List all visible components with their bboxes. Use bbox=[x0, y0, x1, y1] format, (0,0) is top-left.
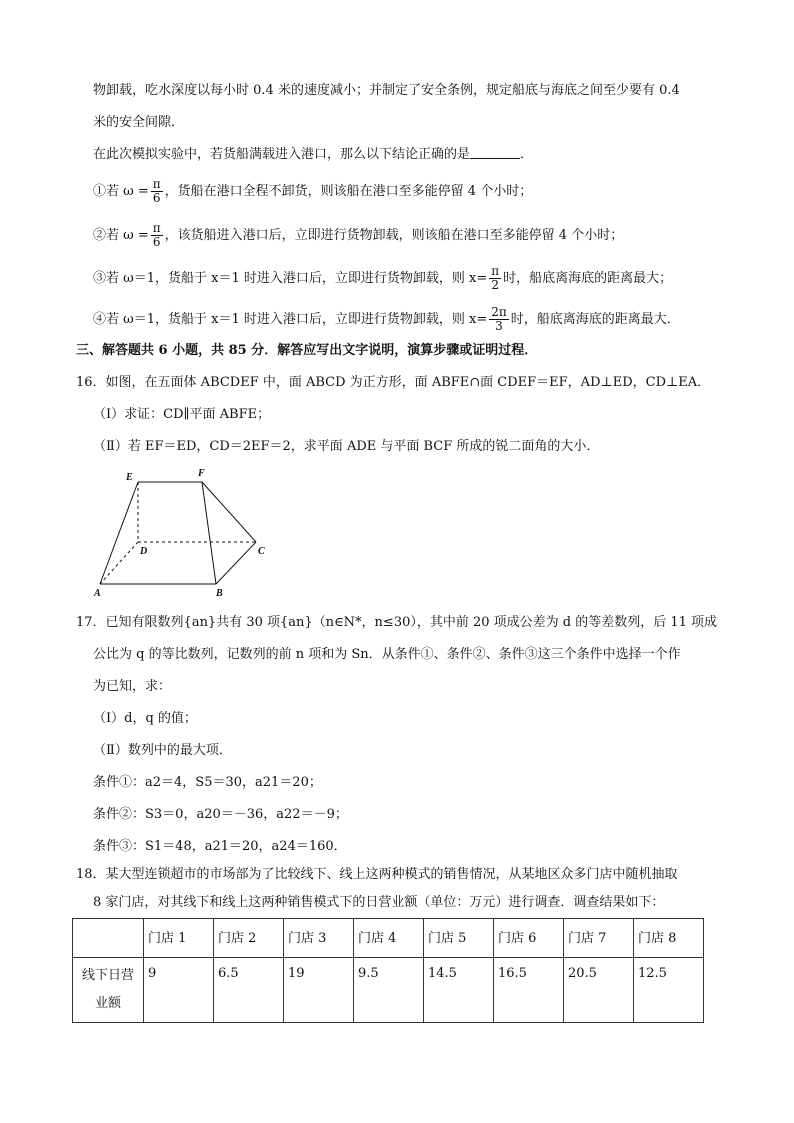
q17-line-3: 为已知，求： bbox=[93, 679, 172, 694]
q18-line-2: 8 家门店，对其线下和线上这两种销售模式下的日营业额（单位：万元）进行调查．调查结果如下： bbox=[93, 895, 665, 910]
option-4-text: 时，船底离海底的距离最大． bbox=[510, 312, 680, 327]
option-2-prefix: ②若 ω = bbox=[93, 228, 149, 243]
q17-condition-3: 条件③：S1＝48，a21＝20，a24＝160． bbox=[93, 839, 347, 854]
table-header-cell: 门店 2 bbox=[214, 919, 284, 958]
frac-den: 2 bbox=[491, 278, 499, 292]
table-cell: 9 bbox=[144, 958, 214, 1023]
option-3-fraction bbox=[489, 265, 501, 292]
option-1 bbox=[93, 178, 532, 205]
q17-line-4: （Ⅰ）d，q 的值； bbox=[93, 711, 197, 726]
frac-num: 2π bbox=[491, 305, 507, 319]
option-1-text: ，货船在港口全程不卸货，则该船在港口至多能停留 4 个小时； bbox=[164, 184, 533, 199]
q17-condition-1: 条件①：a2＝4，S5＝30，a21＝20； bbox=[93, 775, 322, 790]
q16-line-1: 16．如图，在五面体 ABCDEF 中，面 ABCD 为正方形，面 ABFE∩面 CDEF＝EF，AD⊥ED，CD⊥EA． bbox=[76, 375, 711, 390]
option-4-prefix: ④若 ω＝1，货船于 x＝1 时进入港口后，立即进行货物卸载，则 x= bbox=[93, 312, 488, 327]
label-a: A bbox=[94, 588, 101, 599]
q16-line-2: （Ⅰ）求证：CD∥平面 ABFE； bbox=[93, 407, 271, 422]
hidden-edge-da bbox=[100, 542, 138, 584]
label-c: C bbox=[258, 546, 265, 557]
table-header-cell: 门店 3 bbox=[284, 919, 354, 958]
option-1-fraction bbox=[151, 178, 163, 205]
frac-num: π bbox=[152, 177, 161, 191]
intro-line-2: 米的安全间隙． bbox=[93, 115, 185, 130]
option-3-prefix: ③若 ω＝1，货船于 x＝1 时进入港口后，立即进行货物卸载，则 x= bbox=[93, 271, 488, 286]
option-2 bbox=[93, 222, 623, 249]
intro-question: 在此次模拟实验中，若货船满载进入港口，那么以下结论正确的是 bbox=[93, 147, 471, 162]
table-cell: 19 bbox=[284, 958, 354, 1023]
option-2-text: ，该货船进入港口后，立即进行货物卸载，则该船在港口至多能停留 4 个小时； bbox=[164, 228, 624, 243]
label-d: D bbox=[140, 546, 148, 557]
option-1-prefix: ①若 ω = bbox=[93, 184, 149, 199]
frac-den: 6 bbox=[152, 235, 161, 249]
q16-line-3: （Ⅱ）若 EF＝ED，CD＝2EF＝2，求平面 ADE 与平面 BCF 所成的锐二面角的大小． bbox=[93, 439, 600, 454]
table-row bbox=[73, 958, 704, 1023]
q17-line-2: 公比为 q 的等比数列，记数列的前 n 项和为 Sn．从条件①、条件②、条件③这三个条件中选择一个作 bbox=[93, 647, 681, 662]
q17-line-5: （Ⅱ）数列中的最大项． bbox=[93, 743, 232, 758]
label-b: B bbox=[216, 588, 223, 599]
q17-line-1: 17．已知有限数列{an}共有 30 项{an}（n∈N*，n≤30），其中前 20 项成公差为 d 的等差数列，后 11 项成 bbox=[76, 615, 718, 630]
pentahedron-figure bbox=[90, 462, 290, 602]
intro-line-3 bbox=[93, 146, 533, 164]
table-row-label: 线下日营业额 bbox=[73, 958, 144, 1023]
table-header-row bbox=[73, 919, 704, 958]
edge-bc bbox=[216, 542, 256, 584]
table-cell: 16.5 bbox=[494, 958, 564, 1023]
frac-den: 3 bbox=[495, 319, 503, 333]
answer-blank bbox=[470, 146, 520, 159]
option-4-fraction bbox=[489, 306, 509, 333]
table-header-cell: 门店 1 bbox=[144, 919, 214, 958]
edge-ea bbox=[100, 482, 138, 584]
table-corner-cell bbox=[73, 919, 144, 958]
frac-den: 6 bbox=[152, 191, 161, 205]
option-3-text: 时，船底离海底的距离最大； bbox=[503, 271, 673, 286]
edge-fb bbox=[202, 482, 216, 584]
table-cell: 9.5 bbox=[354, 958, 424, 1023]
option-4 bbox=[93, 306, 680, 333]
frac-num: π bbox=[491, 264, 500, 278]
table-header-cell: 门店 5 bbox=[424, 919, 494, 958]
table-cell: 20.5 bbox=[564, 958, 634, 1023]
q18-line-1: 18．某大型连锁超市的市场部为了比较线下、线上这两种模式的销售情况，从某地区众多门店中随机抽取 bbox=[76, 867, 678, 882]
section-header: 三、解答题共 6 小题，共 85 分．解答应写出文字说明，演算步骤或证明过程． bbox=[76, 343, 538, 358]
intro-period: ． bbox=[520, 147, 534, 162]
option-2-fraction bbox=[151, 222, 163, 249]
table-header-cell: 门店 8 bbox=[634, 919, 704, 958]
table-header-cell: 门店 7 bbox=[564, 919, 634, 958]
option-3 bbox=[93, 265, 672, 292]
table-header-cell: 门店 4 bbox=[354, 919, 424, 958]
sales-table bbox=[72, 918, 704, 1023]
edge-fc bbox=[202, 482, 256, 542]
table-header-cell: 门店 6 bbox=[494, 919, 564, 958]
label-f: F bbox=[198, 468, 205, 479]
frac-num: π bbox=[152, 221, 161, 235]
q17-condition-2: 条件②：S3＝0，a20＝－36，a22＝－9； bbox=[93, 807, 348, 822]
intro-line-1: 物卸载，吃水深度以每小时 0.4 米的速度减小；并制定了安全条例，规定船底与海底之间至少要有 0.4 bbox=[93, 83, 680, 98]
label-e: E bbox=[126, 472, 133, 483]
table-cell: 6.5 bbox=[214, 958, 284, 1023]
table-cell: 14.5 bbox=[424, 958, 494, 1023]
table-cell: 12.5 bbox=[634, 958, 704, 1023]
